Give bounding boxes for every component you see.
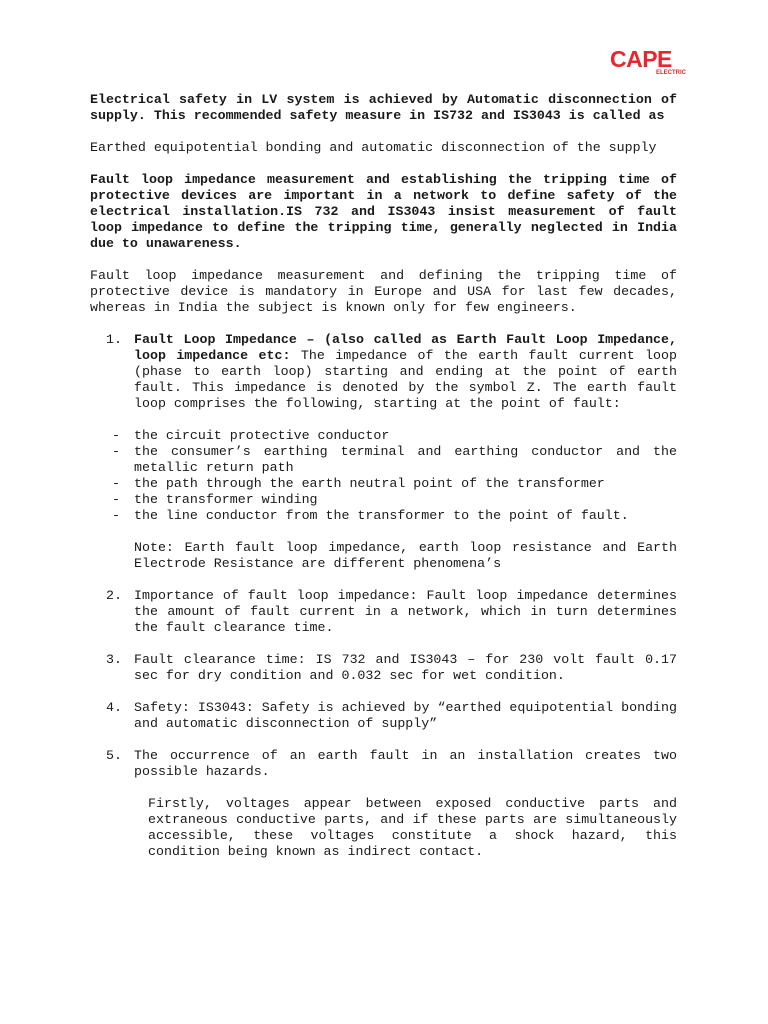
list-item-text: the path through the earth neutral point of the transformer <box>134 476 605 491</box>
list-item-bold-lead: Fault Loop Impedance – (also called as Earth Fault Loop Impedance, loop impedance etc: <box>134 332 677 363</box>
list-item <box>90 444 677 476</box>
loop-parts-list <box>90 428 677 524</box>
list-item-text <box>134 332 677 412</box>
hazard-paragraph: Firstly, voltages appear between exposed conductive parts and extraneous conductive parts, and if these parts are simultaneously accessible, these voltages constitute a shock hazard, this condition being known as indirect contact. <box>148 796 677 859</box>
document-body <box>90 92 677 860</box>
list-item-body: The impedance of the earth fault current loop (phase to earth loop) starting and ending at the point of earth fault. This impedance is denoted by the symbol Z. The earth fault loop comprises the following, starting at the point of fault: <box>134 348 678 411</box>
dash-mark: - <box>112 508 120 523</box>
list-number: 1. <box>106 332 122 347</box>
numbered-list-continued <box>90 588 677 780</box>
list-item <box>90 428 677 444</box>
plain-paragraph: Fault loop impedance measurement and defining the tripping time of protective device is mandatory in Europe and USA for last few decades, whereas in India the subject is known only for few engineers. <box>90 268 677 315</box>
list-item <box>90 476 677 492</box>
cape-electric-logo <box>610 46 686 78</box>
list-item-4 <box>90 700 677 732</box>
dash-mark: - <box>112 476 120 491</box>
logo-subtext: ELECTRIC <box>656 70 686 76</box>
dash-mark: - <box>112 444 120 459</box>
logo-text: CAPE <box>610 46 672 72</box>
list-item-text: Safety: IS3043: Safety is achieved by “earthed equipotential bonding and automatic disconnection of supply” <box>134 700 677 731</box>
dash-mark: - <box>112 428 120 443</box>
list-item-text: Fault clearance time: IS 732 and IS3043 – for 230 volt fault 0.17 sec for dry condition and 0.032 sec for wet condition. <box>134 652 677 683</box>
list-item-text: Importance of fault loop impedance: Fault loop impedance determines the amount of fault current in a network, which in turn determines the fault clearance time. <box>134 588 677 635</box>
list-item-text: the circuit protective conductor <box>134 428 390 443</box>
list-item-text: the transformer winding <box>134 492 318 507</box>
dash-mark: - <box>112 492 120 507</box>
list-item <box>90 508 677 524</box>
list-item-2 <box>90 588 677 636</box>
list-number: 4. <box>106 700 122 715</box>
list-number: 3. <box>106 652 122 667</box>
list-item-text: the line conductor from the transformer to the point of fault. <box>134 508 629 523</box>
numbered-list <box>90 332 677 412</box>
list-number: 2. <box>106 588 122 603</box>
list-item-3 <box>90 652 677 684</box>
intro-answer: Earthed equipotential bonding and automatic disconnection of the supply <box>90 140 657 155</box>
list-number: 5. <box>106 748 122 763</box>
list-item <box>90 492 677 508</box>
list-item-text: the consumer’s earthing terminal and earthing conductor and the metallic return path <box>134 444 677 475</box>
list-item-text: The occurrence of an earth fault in an installation creates two possible hazards. <box>134 748 677 779</box>
list-item-5 <box>90 748 677 780</box>
bold-paragraph: Fault loop impedance measurement and establishing the tripping time of protective devices are important in a network to define safety of the electrical installation.IS 732 and IS3043 insist measurement of fault loop impedance to define the tripping time, generally neglected in India due to unawareness. <box>90 172 677 251</box>
list-item-1 <box>90 332 677 412</box>
intro-question: Electrical safety in LV system is achieved by Automatic disconnection of supply. This recommended safety measure in IS732 and IS3043 is called as <box>90 92 677 123</box>
note-paragraph: Note: Earth fault loop impedance, earth loop resistance and Earth Electrode Resistance are different phenomena’s <box>134 540 677 571</box>
